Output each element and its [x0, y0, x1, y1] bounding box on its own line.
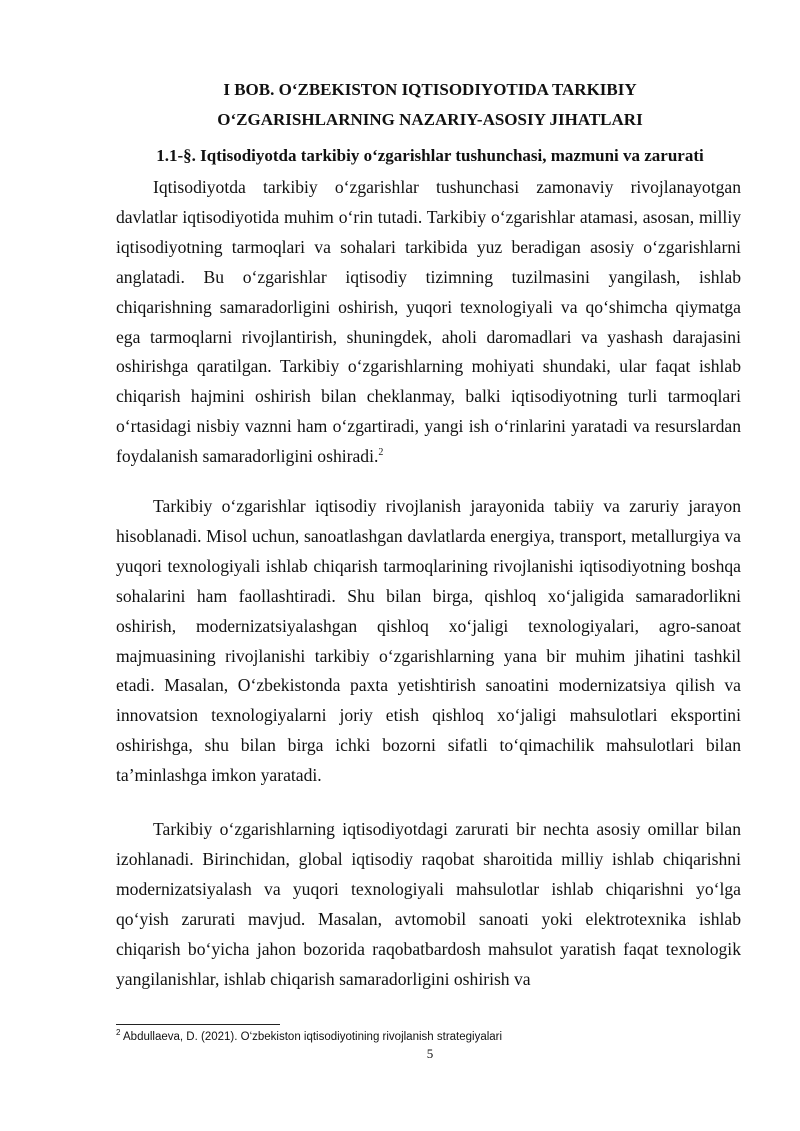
section-title: 1.1-§. Iqtisodiyotda tarkibiy o‘zgarishlar tushunchasi, mazmuni va zarurati [156, 146, 704, 165]
paragraph-3: Tarkibiy o‘zgarishlarning iqtisodiyotdagi zarurati bir nechta asosiy omillar bilan izohlanadi. Birinchidan, global iqtisodiy raqobat sharoitida milliy ishlab chiqarishni modernizatsiyalash va yuqori texnologiyali mahsulotlar ishlab chiqarishni yo‘lga qo‘yish zarurati mavjud. Masalan, avtomobil sanoati yoki elektrotexnika ishlab chiqarish bo‘yicha jahon bozorida raqobatbardosh mahsulot yaratish faqat texnologik yangilanishlar, ishlab chiqarish samaradorligini oshirish va [116, 819, 741, 989]
chapter-title-line-2: O‘ZGARISHLARNING NAZARIY-ASOSIY JIHATLARI [217, 110, 643, 129]
page-number: 5 [426, 1046, 434, 1061]
paragraph-2: Tarkibiy o‘zgarishlar iqtisodiy rivojlanish jarayonida tabiiy va zaruriy jarayon hisoblanadi. Misol uchun, sanoatlashgan davlatlarda energiya, transport, metallurgiya va yuqori texnologiyali ishlab chiqarish tarmoqlarining rivojlanishi iqtisodiyotning boshqa sohalarini ham faollashtiradi. Shu bilan birga, qishloq xo‘jaligida samaradorlikni oshirish, modernizatsiyalashgan qishloq xo‘jaligi texnologiyalari, agro-sanoat majmuasining rivojlanishi tarkibiy o‘zgarishlarning yana bir muhim jihatini tashkil etadi. Masalan, O‘zbekistonda paxta yetishtirish sanoatini modernizatsiya qilish va innovatsion texnologiyalarni joriy etish qishloq xo‘jaligi mahsulotlari eksportini oshirishga, shu bilan birga ichki bozorni sifatli to‘qimachilik mahsulotlari bilan ta’minlashga imkon yaratadi. [116, 496, 741, 786]
footnote [116, 1030, 741, 1045]
chapter-title-line-1: I BOB. O‘ZBEKISTON IQTISODIYOTIDA TARKIBIY [223, 80, 637, 99]
paragraph-1-text: Iqtisodiyotda tarkibiy o‘zgarishlar tushunchasi zamonaviy rivojlanayotgan davlatlar iqtisodiyotida muhim o‘rin tutadi. Tarkibiy o‘zgarishlar atamasi, asosan, milliy iqtisodiyotning tarmoqlari va sohalari tarkibida yuz beradigan asosiy o‘zgarishlarni anglatadi. Bu o‘zgarishlar iqtisodiy tizimning tuzilmasini yangilash, ishlab chiqarishning samaradorligini oshirish, yuqori texnologiyali va qo‘shimcha qiymatga ega tarmoqlarni rivojlantirish, shuningdek, aholi daromadlari va yashash darajasini oshirishga qaratilgan. Tarkibiy o‘zgarishlarning mohiyati shundaki, ular faqat ishlab chiqarish hajmini oshirish bilan cheklanmay, balki iqtisodiyotning turli tarmoqlari o‘rtasidagi nisbiy vaznni ham o‘zgartiradi, yangi ish o‘rinlarini yaratadi va resurslardan foydalanish samaradorligini oshiradi. [116, 177, 741, 467]
footnote-divider [116, 1024, 280, 1025]
paragraph-1 [116, 173, 741, 472]
footnote-reference: 2 [378, 447, 384, 459]
footnote-number: 2 [116, 1028, 121, 1038]
footnote-text: Abdullaeva, D. (2021). O‘zbekiston iqtisodiyotining rivojlanish strategiyalari [120, 1031, 503, 1043]
